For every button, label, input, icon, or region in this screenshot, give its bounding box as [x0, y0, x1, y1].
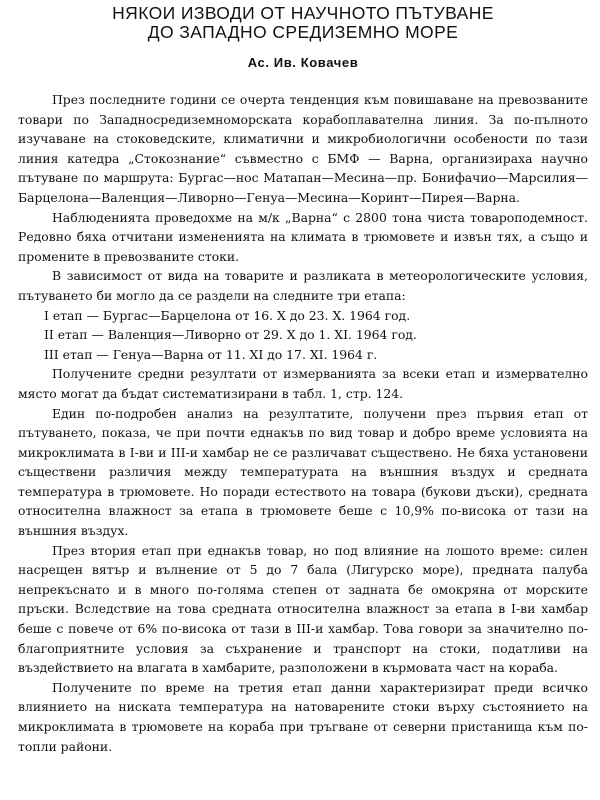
paragraph-results: Получените средни резултати от измерванията за всеки етап и измервателно място могат да бъдат систематизирани в табл. 1, стр. 124.	[18, 366, 588, 401]
stage-item-2: II етап — Валенция—Ливорно от 29. X до 1. XI. 1964 год.	[44, 327, 417, 343]
paragraph-observations: Наблюденията проведохме на м/к „Варна“ с 2800 тона чиста товароподемност. Редовно бяха отчитани измененията на климата в трюмовете и извън тях, а също и промените в превозваните стоки.	[18, 209, 588, 264]
paragraph-intro: През последните години се очерта тенденция към повишаване на превозваните товари по Западносредиземноморската корабоплавателна линия. За по-пълното изучаване на стоковедските, климатични и микробиологични особености по тази линия катедра „Стокознание“ съвместно с БМФ — Варна, организираха научно пътуване по маршрута: Бургас—нос Матапан—Месина—пр. Бонифачио—Марсилия—Барцелона—Валенция—Ливорно—Генуа—Месина—Коринт—Пирея—Варна.	[18, 92, 588, 205]
paragraph-second-stage: През втория етап при еднакъв товар, но под влияние на лошото време: силен насрещен вятър и вълнение от 5 до 7 бала (Лигурско море), предната палуба непрекъснато и в много по-голяма степен от задната бе омокряна от морските пръски. Вследствие на това средната относителна влажност за етапа в I-ви хамбар беше с повече от 6% по-висока от тази в III-и хамбар. Това говори за значително по-благоприятните условия за съхранение и транспорт на стоки, податливи на въздействието на влагата в хамбарите, разположени в кърмовата част на кораба.	[18, 542, 588, 676]
paragraph-first-stage: Един по-подробен анализ на резултатите, получени през първия етап от пътуването, показа, че при почти еднакъв по вид товар и добро време условията на микроклимата в I-ви и III-и хамбар не се различават съществено. Не бяха установени съществени различия между температурата на външния въздух и средната температура в трюмовете. Но поради естеството на товара (букови дъски), средната относителна влажност за етапа в трюмовете беше с 10,9% по-висока от тази на външния въздух.	[18, 405, 588, 539]
stage-item-3: III етап — Генуа—Варна от 11. XI до 17. XI. 1964 г.	[44, 346, 378, 362]
paragraph-stages-intro: В зависимост от вида на товарите и разликата в метеорологическите условия, пътуването би могло да се раздели на следните три етапа:	[18, 268, 588, 303]
title-line-1: НЯКОИ ИЗВОДИ ОТ НАУЧНОТО ПЪТУВАНЕ	[112, 3, 494, 23]
author-name: Ас. Ив. Ковачев	[247, 55, 359, 70]
paragraph-third-stage: Получените по време на третия етап данни характеризират преди всичко влиянието на ниската температура на натоварените стоки върху състоянието на микроклимата в трюмовете на кораба при тръгване от северни пристанища към по-топли райони.	[18, 679, 588, 754]
stage-item-1: I етап — Бургас—Барцелона от 16. X до 23. X. 1964 год.	[44, 307, 411, 323]
title-line-2: ДО ЗАПАДНО СРЕДИЗЕМНО МОРЕ	[147, 22, 459, 42]
article-body	[18, 90, 588, 756]
document-title	[18, 0, 588, 42]
